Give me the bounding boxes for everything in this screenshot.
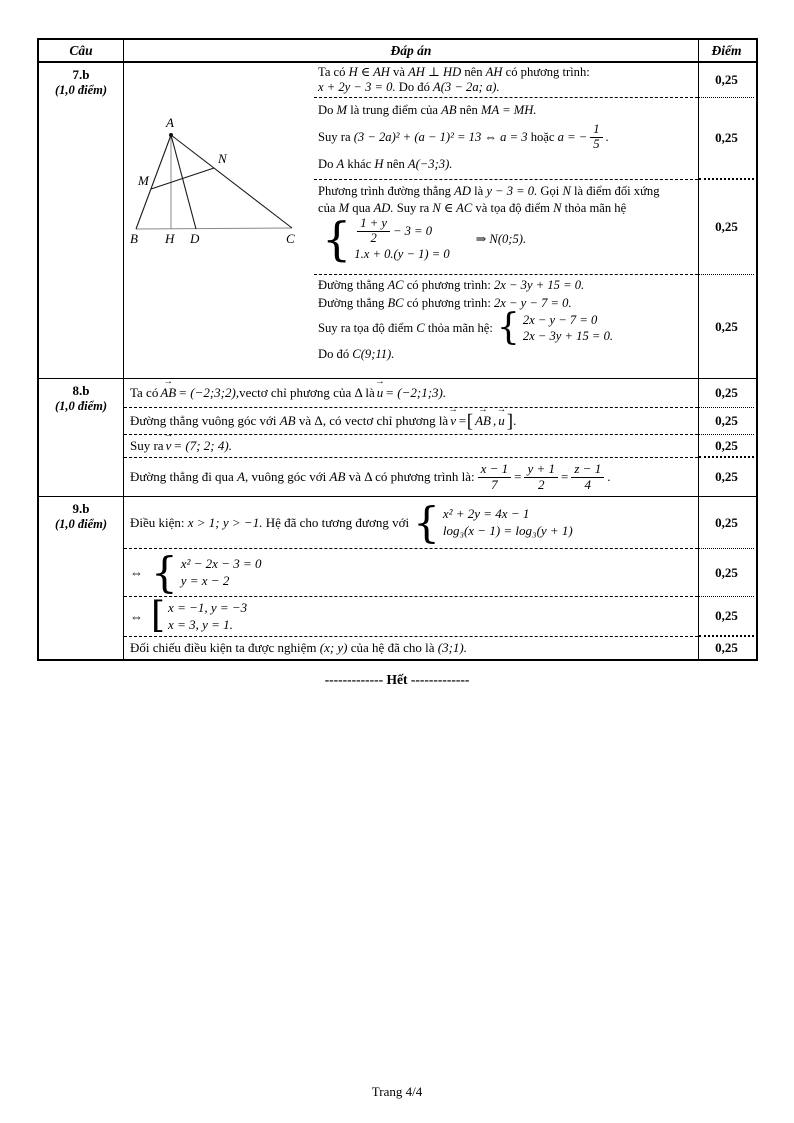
line-AD <box>171 135 196 229</box>
vector: u → <box>375 385 386 401</box>
label-B: B <box>130 231 138 246</box>
row-9b <box>39 497 756 659</box>
label-H: H <box>165 231 175 246</box>
text-segment: M <box>336 103 348 117</box>
fraction <box>571 462 604 492</box>
text-segment: 2x − 3y + 15 = 0. <box>494 278 585 292</box>
text-segment: Do <box>318 156 337 171</box>
answer-step <box>124 408 698 435</box>
fraction-denominator: 2 <box>370 230 377 245</box>
text-segment: Do đó <box>395 80 434 94</box>
row-7b <box>39 63 756 379</box>
text-segment: AB <box>329 469 346 484</box>
text-run <box>318 130 587 145</box>
text-segment: của <box>318 201 339 215</box>
equation: log₃(x − 1) = log₃(y + 1) <box>442 523 573 538</box>
vector: v → <box>448 413 458 429</box>
text-segment: (3;1). <box>437 640 467 655</box>
answer-cell-7b <box>124 63 699 378</box>
triangle-figure-svg <box>124 63 314 313</box>
text-segment: Do <box>318 103 337 117</box>
answer-line <box>314 307 698 349</box>
equation: 2x − 3y + 15 = 0. <box>522 329 614 343</box>
curly-brace: { <box>413 497 440 547</box>
text-segment: là <box>470 184 487 198</box>
header-cell-dapan: Đáp án <box>124 40 699 61</box>
text-segment: là điểm đối xứng <box>570 184 660 198</box>
text-segment: = (7; 2; 4). <box>173 438 232 453</box>
fraction <box>478 462 512 492</box>
text-segment: AB <box>279 413 296 428</box>
text-segment: x > 1; y > −1. <box>187 514 263 530</box>
fraction-numerator: y + 1 <box>524 462 558 477</box>
score-value: 0,25 <box>699 98 754 180</box>
text-segment: AD <box>454 184 471 198</box>
text-segment: − 3 = 0 <box>392 223 433 238</box>
score-value: 0,25 <box>699 435 754 458</box>
equation-stack <box>523 313 613 344</box>
fraction-numerator: 1 <box>590 123 602 138</box>
score-value: 0,25 <box>715 469 738 484</box>
end-marker: ------------- Hết ------------- <box>324 672 470 687</box>
text-segment: H ∈ AH <box>348 65 390 79</box>
answer-line <box>314 184 698 199</box>
fraction <box>590 123 602 152</box>
text-segment: Suy ra tọa độ điểm <box>318 321 417 335</box>
text-run <box>130 515 409 531</box>
fraction-denominator: 4 <box>584 476 592 492</box>
text-segment: và tọa độ điểm <box>472 201 554 215</box>
text-segment: (3 − 2a)² + (a − 1)² = 13 ⇔ a = 3 <box>353 129 528 144</box>
text-segment: = <box>561 469 569 484</box>
text-segment: A(3 − 2a; a). <box>433 80 500 94</box>
label-M: M <box>138 173 149 188</box>
text-segment: A(−3;3). <box>407 156 453 171</box>
equation-system <box>496 307 614 349</box>
fraction <box>524 462 558 492</box>
text-segment: và Δ, có vectơ chỉ phương là <box>295 413 449 428</box>
score-value: 0,25 <box>699 597 754 637</box>
text-segment: Hệ đã cho tương đương với <box>262 514 410 530</box>
question-cell-9b <box>39 497 124 659</box>
answer-step <box>124 637 698 659</box>
text-segment: Ta có <box>130 385 159 400</box>
text-segment: Đường thẳng <box>318 278 388 292</box>
score-cell-8b <box>699 379 754 496</box>
text-segment: qua <box>349 201 374 215</box>
question-id: 7.b <box>72 67 90 82</box>
text-segment: Đường thẳng đi qua <box>130 469 238 484</box>
text-segment: y − 3 = 0. <box>486 184 538 198</box>
text-run <box>130 640 467 656</box>
score-cell-9b <box>699 497 754 659</box>
text-segment: = <box>458 413 467 428</box>
equivalence-arrow: ⇔ <box>130 608 143 624</box>
equation: x = 3, y = 1. <box>168 617 233 632</box>
equation: y = x − 2 <box>180 573 230 588</box>
vector: u → <box>496 413 507 429</box>
equivalence-arrow: ⇔ <box>130 564 143 580</box>
score-value: 0,25 <box>699 408 754 435</box>
equation-system <box>151 595 248 637</box>
equation: 1.x + 0.(y − 1) = 0 <box>354 246 450 261</box>
text-segment: Suy ra <box>130 438 164 453</box>
text-segment: nên <box>461 65 486 79</box>
line-MN <box>151 168 214 189</box>
text-segment: hoặc <box>527 129 558 144</box>
fraction-numerator: z − 1 <box>571 462 604 477</box>
equation: x² − 2x − 3 = 0 <box>180 556 262 571</box>
answer-text-7b <box>314 63 698 378</box>
header-cell-cau: Câu <box>39 40 124 61</box>
text-segment: là trung điểm của <box>347 103 442 117</box>
point-A-dot <box>169 133 173 137</box>
fraction-denominator: 7 <box>491 476 498 492</box>
question-points: (1,0 điểm) <box>54 83 108 97</box>
equation-system <box>322 211 450 266</box>
text-segment: . <box>513 413 517 428</box>
text-segment: khác <box>344 156 375 171</box>
text-segment: của hệ đã cho là <box>347 640 438 655</box>
text-segment: A <box>237 469 246 484</box>
text-segment: MA = MH. <box>481 103 537 117</box>
score-value: 0,25 <box>699 379 754 408</box>
curly-brace: { <box>151 547 178 597</box>
text-segment: N ∈ AC <box>432 201 473 215</box>
question-points: (1,0 điểm) <box>54 517 108 531</box>
text-segment: = (−2;3;2), <box>178 385 240 400</box>
text-segment: có phương trình: <box>403 296 494 310</box>
answer-step <box>314 275 698 378</box>
text-segment: BC <box>387 296 404 310</box>
answer-line <box>314 80 698 95</box>
header-cell-diem: Điểm <box>711 42 742 58</box>
score-value: 0,25 <box>699 63 754 98</box>
text-segment: Đường thẳng vuông góc với <box>130 413 280 428</box>
text-segment: = <box>514 469 522 484</box>
score-value: 0,25 <box>715 640 738 655</box>
answer-line <box>314 157 698 172</box>
answer-step <box>314 63 698 98</box>
text-run <box>318 321 493 336</box>
equation-stack <box>181 556 262 589</box>
line-BC <box>136 228 292 229</box>
question-cell-8b <box>39 379 124 496</box>
label-A: A <box>166 115 174 130</box>
question-id: 8.b <box>72 383 90 398</box>
text-segment: , vuông góc với <box>245 469 330 484</box>
text-segment: Do đó <box>318 347 353 361</box>
question-id: 9.b <box>72 501 90 516</box>
text-segment: thỏa mãn hệ <box>561 201 627 215</box>
text-segment: = (−2;1;3). <box>385 385 447 400</box>
answer-step <box>314 98 698 180</box>
fraction <box>357 217 390 246</box>
equation-system <box>151 547 262 597</box>
question-cell-7b <box>39 63 124 378</box>
answer-step <box>124 497 698 549</box>
vector: v → <box>164 438 174 454</box>
equation-stack <box>354 217 449 262</box>
fraction-numerator: 1 + y <box>357 217 390 232</box>
text-segment: nên <box>383 156 408 171</box>
text-segment: và <box>389 65 409 79</box>
answer-step <box>124 597 698 637</box>
text-segment: thỏa mãn hệ: <box>424 321 493 335</box>
equation-stack <box>443 506 573 539</box>
score-value: 0,25 <box>699 549 754 597</box>
vector: AB → <box>473 413 493 429</box>
text-segment: vectơ chỉ phương của Δ là <box>239 385 375 400</box>
label-N: N <box>218 151 227 166</box>
text-segment: AH <box>485 65 503 79</box>
curly-brace: { <box>322 211 352 266</box>
text-segment: x + 2y − 3 = 0. <box>318 80 396 94</box>
text-run <box>130 413 448 429</box>
answer-line <box>314 65 698 80</box>
right-bracket: ] <box>506 410 514 432</box>
answer-line <box>314 211 698 266</box>
text-segment: có phương trình: <box>403 278 494 292</box>
left-bracket: [ <box>466 410 474 432</box>
text-run <box>130 469 475 485</box>
text-segment: Gọi <box>537 184 563 198</box>
text-segment: N <box>562 184 571 198</box>
answer-cell-8b <box>124 379 699 496</box>
text-segment: 2x − y − 7 = 0. <box>494 296 572 310</box>
text-segment: Suy ra <box>393 201 433 215</box>
answer-line <box>314 123 698 152</box>
answer-step <box>124 379 698 408</box>
page-number: Trang 4/4 <box>371 1084 423 1099</box>
triangle-figure <box>124 63 314 378</box>
text-segment: , <box>493 413 497 428</box>
score-cell-7b <box>699 63 754 378</box>
row-8b <box>39 379 756 497</box>
text-segment: AB <box>441 103 457 117</box>
answer-cell-9b <box>124 497 699 659</box>
label-C: C <box>286 231 295 246</box>
answer-line <box>314 103 698 118</box>
text-segment: Phương trình đường thẳng <box>318 184 455 198</box>
text-segment: M <box>338 201 350 215</box>
answer-line <box>314 347 698 362</box>
text-segment: Suy ra <box>318 129 354 144</box>
text-segment: N <box>553 201 562 215</box>
text-segment: AD. <box>373 201 394 215</box>
answer-step <box>124 458 698 496</box>
answer-step <box>314 180 698 275</box>
equation: x² + 2y = 4x − 1 <box>442 506 530 521</box>
answer-line <box>314 278 698 293</box>
answer-line <box>314 201 698 216</box>
text-segment: (x; y) <box>319 640 348 655</box>
text-segment: Đối chiếu điều kiện ta được nghiệm <box>130 640 320 655</box>
text-segment: . <box>605 129 609 144</box>
equation <box>354 217 432 246</box>
text-segment: C <box>416 321 425 335</box>
fraction-denominator: 5 <box>593 136 600 151</box>
score-value: 0,25 <box>699 180 754 275</box>
question-points: (1,0 điểm) <box>54 399 108 413</box>
answer-table <box>37 38 758 661</box>
curly-brace: { <box>496 307 520 349</box>
text-segment: nên <box>456 103 481 117</box>
text-segment: . <box>607 469 611 484</box>
text-segment: có phương trình: <box>502 65 590 79</box>
score-value: 0,25 <box>699 497 754 549</box>
text-segment: A <box>336 156 345 171</box>
equation: 2x − y − 7 = 0 <box>522 313 598 327</box>
equation-system <box>413 497 573 547</box>
square-bracket: [ <box>151 595 166 637</box>
equation: x = −1, y = −3 <box>168 600 248 615</box>
text-segment: và Δ có phương trình là: <box>345 469 475 484</box>
text-segment: H <box>374 156 384 171</box>
text-segment: Ta có <box>318 65 349 79</box>
label-D: D <box>190 231 200 246</box>
line-AC <box>171 135 292 228</box>
text-segment: AC <box>387 278 404 292</box>
fraction-denominator: 2 <box>538 476 545 492</box>
text-segment: C(9;11). <box>352 347 395 361</box>
text-segment: a = − <box>557 129 588 144</box>
result: ⇒ N(0;5). <box>475 231 527 246</box>
vector: AB → <box>158 385 178 401</box>
answer-step <box>124 549 698 597</box>
score-value: 0,25 <box>715 318 738 334</box>
table-header-row <box>39 40 756 63</box>
text-segment: Đường thẳng <box>318 296 388 310</box>
text-segment: AH ⊥ HD <box>408 65 462 79</box>
text-segment: Điều kiện: <box>130 514 188 530</box>
fraction-numerator: x − 1 <box>478 462 512 477</box>
answer-step <box>124 435 698 458</box>
equation-stack <box>168 600 247 633</box>
